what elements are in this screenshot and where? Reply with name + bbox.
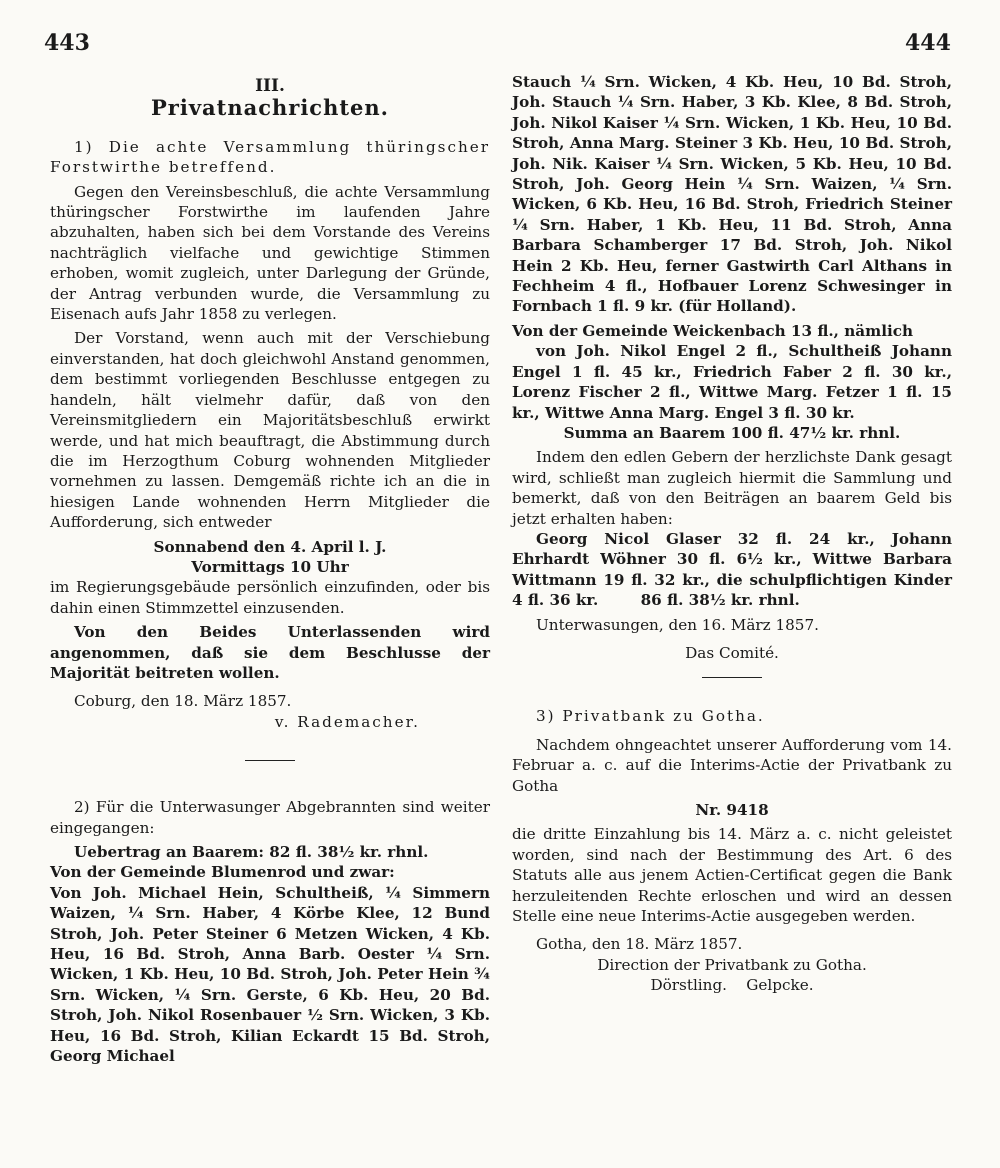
item3-place-date: Gotha, den 18. März 1857.: [536, 935, 743, 954]
item1-date-line-1: Sonnabend den 4. April l. J.: [153, 537, 387, 556]
item3-paragraph-2: die dritte Einzahlung bis 14. März a. c. nicht geleistet worden, sind nach der Bestimmung des Art. 6 des Statuts alle aus jenem Actien-Certificat gegen die Bank herzuleitenden Rechte erloschen und wird an dessen Stelle eine neue Interims-Actie ausgegeben werden.: [512, 825, 952, 926]
item1-date-line-2: Vormittags 10 Uhr: [191, 557, 349, 576]
left-column: [50, 72, 490, 1066]
item3-share-number: Nr. 9418: [695, 801, 769, 819]
item2-gemeinde-heading: Von der Gemeinde Blumenrod und zwar:: [50, 863, 395, 882]
item1-title: 1) Die achte Versammlung thüringscher Forstwirthe betreffend.: [50, 137, 490, 177]
comite-signature: Das Comité.: [685, 643, 779, 662]
summa-total: Summa an Baarem 100 fl. 47½ kr. rhnl.: [563, 423, 901, 442]
item1-paragraph-1: Gegen den Vereinsbeschluß, die achte Versammlung thüringscher Forstwirthe im laufenden Jahre abzuhalten, haben sich bei dem Vorstande des Vereins nachträglich vielfache und gewichtige Stimmen erhoben, womit zugleich, unter Darlegung der Gründe, der Antrag verbunden wurde, die Versammlung zu Eisenach aufs Jahr 1858 zu verlegen.: [50, 182, 490, 324]
item2-uebertrag: Uebertrag an Baarem: 82 fl. 38½ kr. rhnl.: [74, 843, 429, 861]
cash-contributions: Georg Nicol Glaser 32 fl. 24 kr., Johann Ehrhardt Wöhner 30 fl. 6½ kr., Wittwe Barbara Wittmann 19 fl. 32 kr., die schulpflichtigen Kinder 4 fl. 36 kr. 86 fl. 38½ kr. rhnl.: [512, 529, 958, 610]
item1-place-date: Coburg, den 18. März 1857.: [74, 692, 292, 711]
weickenbach-donor-list: von Joh. Nikol Engel 2 fl., Schultheiß Johann Engel 1 fl. 45 kr., Friedrich Faber 2 fl. 30 kr., Lorenz Fischer 2 fl., Wittwe Marg. Fetzer 1 fl. 15 kr., Wittwe Anna Marg. Engel 3 fl. 30 kr.: [512, 342, 952, 422]
right-column: [512, 72, 958, 996]
thanks-paragraph: Indem den edlen Gebern der herzlichste Dank gesagt wird, schließt man zugleich hiermit die Sammlung und bemerkt, daß von den Beiträgen an baarem Geld bis jetzt erhalten haben:: [512, 448, 952, 528]
page-number-left: 443: [44, 30, 90, 56]
item1-paragraph-3: im Regierungsgebäude persönlich einzufinden, oder bis dahin einen Stimmzettel einzusenden.: [50, 578, 490, 617]
section-number: III.: [255, 76, 285, 96]
weickenbach-heading: Von der Gemeinde Weickenbach 13 fl., nämlich: [512, 321, 914, 340]
page-number-right: 444: [905, 30, 951, 56]
item2-donor-list: Von Joh. Michael Hein, Schultheiß, ¼ Simmern Waizen, ¼ Srn. Haber, 4 Körbe Klee, 12 Bund Stroh, Joh. Peter Steiner 6 Metzen Wicken, 4 Kb. Heu, 16 Bd. Stroh, Anna Barb. Oester ¼ Srn. Wicken, 1 Kb. Heu, 10 Bd. Stroh, Joh. Peter Hein ¾ Srn. Wicken, ¼ Srn. Gerste, 6 Kb. Heu, 20 Bd. Stroh, Joh. Nikol Rosenbauer ½ Srn. Wicken, 3 Kb. Heu, 16 Bd. Stroh, Kilian Eckardt 15 Bd. Stroh, Georg Michael: [50, 883, 490, 1066]
item3-signatories: Dörstling. Gelpcke.: [650, 976, 814, 995]
item2-title: 2) Für die Unterwasunger Abgebrannten sind weiter eingegangen:: [50, 798, 490, 837]
item3-paragraph-1: Nachdem ohngeachtet unserer Aufforderung vom 14. Februar a. c. auf die Interims-Actie der Privatbank zu Gotha: [512, 735, 952, 795]
item1-paragraph-4: Von den Beides Unterlassenden wird angenommen, daß sie dem Beschlusse der Majorität beitreten wollen.: [50, 623, 490, 682]
item3-title: 3) Privatbank zu Gotha.: [536, 707, 765, 726]
section-title: Privatnachrichten.: [150, 95, 389, 121]
donor-list-continued: Stauch ¼ Srn. Wicken, 4 Kb. Heu, 10 Bd. Stroh, Joh. Stauch ¼ Srn. Haber, 3 Kb. Klee, 8 Bd. Stroh, Joh. Nikol Kaiser ¼ Srn. Wicken, 1 Kb. Heu, 10 Bd. Stroh, Anna Marg. Steiner 3 Kb. Heu, 10 Bd. Stroh, Joh. Nik. Kaiser ¼ Srn. Wicken, 5 Kb. Heu, 10 Bd. Stroh, Joh. Georg Hein ¼ Srn. Waizen, ¼ Srn. Wicken, 6 Kb. Heu, 16 Bd. Stroh, Friedrich Steiner ¼ Srn. Haber, 1 Kb. Heu, 11 Bd. Stroh, Anna Barbara Schamberger 17 Bd. Stroh, Joh. Nikol Hein 2 Kb. Heu, ferner Gastwirth Carl Althans in Fechheim 4 fl., Hofbauer Lorenz Schwesinger in Fornbach 1 fl. 9 kr. (für Holland).: [512, 73, 952, 316]
item3-direction: Direction der Privatbank zu Gotha.: [597, 955, 867, 974]
unterwasungen-date: Unterwasungen, den 16. März 1857.: [536, 615, 819, 634]
item1-paragraph-2: Der Vorstand, wenn auch mit der Verschiebung einverstanden, hat doch gleichwohl Anstand genommen, dem bestimmt vorliegenden Beschlusse entgegen zu handeln, hält vielmehr dafür, daß von den Vereinsmitgliedern ein Majoritätsbeschluß erwirkt werde, und hat mich beauftragt, die Abstimmung durch die im Herzogthum Coburg wohnenden Mitglieder vornehmen zu lassen. Demgemäß richte ich an die in hiesigen Lande wohnenden Herrn Mitglieder die Aufforderung, sich entweder: [50, 329, 490, 532]
item1-signature: v. Rademacher.: [274, 712, 420, 731]
